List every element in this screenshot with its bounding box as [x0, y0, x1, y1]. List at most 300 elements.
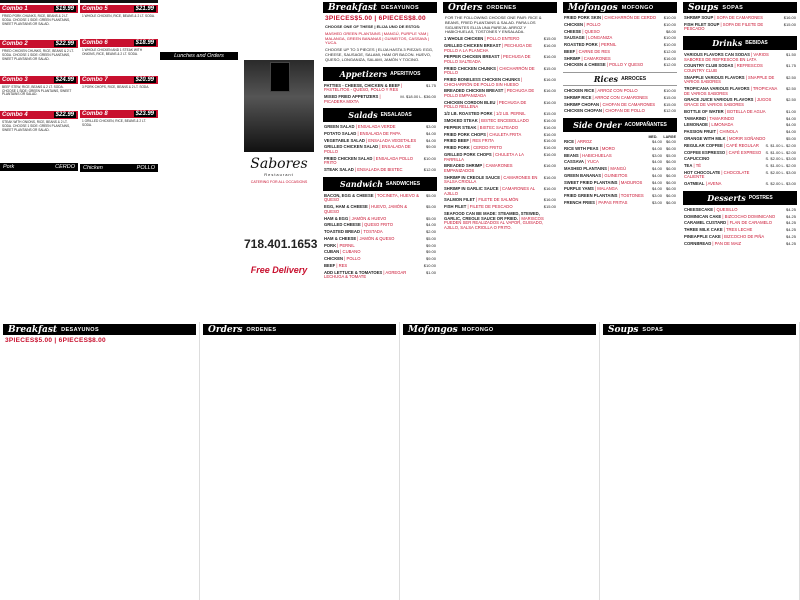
menu-item-name: POTATO SALAD | ENSALADA DE PAPA: [324, 130, 401, 136]
breakfast-note-3: CHOOSE UP TO 3 PIECES | ELIJA HASTA 3 PIEZAS: EGG, CHEESE, SAUSAGE, SALAMI, HAM OR BACON. HUEVO, QUESO, LONGANIZA, SALAMI, JAMÓN Y TOCINO.: [325, 47, 434, 62]
menu-item: [680, 157, 800, 162]
menu-item: [320, 230, 440, 235]
menu-item-name: 1/2 LB. ROASTED PORK | 1/2 LB. PERNIL: [444, 111, 526, 117]
menu-item: [680, 117, 800, 122]
lunch-panel: [160, 0, 238, 322]
menu-item-name: COUNTRY CLUB SODAS | REFRESCOS COUNTRY CLUB: [684, 63, 763, 73]
menu-item-price: $10.00: [663, 42, 676, 48]
menu-item-price: $9.00: [425, 249, 436, 255]
menu-item-name: CARAMEL CUSTARD | FLAN DE CARAMELO: [684, 220, 772, 226]
menu-item: [440, 67, 560, 76]
menu-item-price: $5.00: [425, 235, 436, 241]
menu-item-name: BREADED CHICKEN BREAST | PECHUGA DE POLLO EMPANIZADA: [444, 88, 535, 99]
price-med: $4.00: [651, 145, 662, 151]
menu-item-price: $4.25: [785, 233, 796, 239]
price-large: $5.00: [665, 152, 676, 158]
orders-panel: [440, 0, 560, 322]
combo-2-header: Combo 2 $22.99: [0, 40, 78, 48]
menu-item: [440, 164, 560, 173]
combo-4-text: STEAK WITH ONIONS, RICE, BEANS & 2 LT. SODA. CHOOSE 1 SIDE: GREEN PLANTAINS, SWEET PLANTAINS OR SALAD.: [2, 120, 70, 132]
menu-item: [560, 147, 680, 152]
menu-item-name: FRIED PORK CHOPS | CHULETA FRITA: [444, 131, 522, 137]
menu-item: [560, 187, 680, 192]
combo-2-text: FRIED CHICKEN CHUNKS, RICE, BEANS & 2 LT. SODA. CHOOSE 1 SIDE: GREEN PLANTAINS, SWEET PLANTAINS OR SALAD.: [2, 49, 74, 61]
soups-list: [680, 16, 800, 32]
menu-item-name: ROASTED PORK | PERNIL: [564, 42, 617, 48]
menu-item: [560, 96, 680, 101]
combo-3-text: BEEF STEW, RICE, BEANS & 2 LT. SODA. CHOOSE 1 SIDE: GREEN PLANTAINS, SWEET PLANTAINS OR SALAD.: [2, 84, 72, 97]
menu-item-price: $1.50: [785, 51, 796, 57]
menu-item-name: FRIED CHICKEN CHUNKS | CHICHARRÓN DE POLLO: [444, 65, 535, 76]
menu-item-name: SHRIMP CHOFAN | CHOFAN DE CAMARONES: [564, 101, 656, 107]
menu-item: [440, 37, 560, 42]
menu-item-price: $5.00: [425, 204, 436, 210]
menu-item-name: CHICKEN CHOFAN | CHOFAN DE POLLO: [564, 108, 645, 114]
menu-item-name: SALMON FILET | FILETE DE SALMÓN: [444, 197, 519, 203]
menu-item-price: $16.00: [543, 118, 556, 123]
menu-item-price: $4.00: [785, 115, 796, 121]
top-strip: [0, 0, 78, 3]
menu-item-name: SHRIMP | CAMARONES: [564, 55, 611, 61]
menu-item: [440, 139, 560, 144]
menu-item-name: MASHED PLANTAINS | MANGÚ: [564, 166, 626, 172]
phone-number: 718.401.1653: [244, 237, 318, 251]
menu-item-name: PURPLE YAMS | MALANGA: [564, 186, 618, 192]
menu-item-name: ADD LETTUCE & TOMATOES | AGREGAR LECHUGA & TOMATE: [324, 269, 407, 280]
menu-item-name: FRIED CHICKEN SALAD | ENSALADA POLLO FRITO: [324, 155, 414, 166]
rices-list: [560, 89, 680, 114]
menu-item: [680, 235, 800, 240]
price-med: $3.00: [651, 193, 662, 199]
orders-list: [440, 37, 560, 230]
menu-item-name: SHRIMP IN CREOLE SAUCE | CAMARONES EN SALSA CRIOLLA: [444, 174, 538, 185]
price-med: $3.00: [651, 152, 662, 158]
combo-4-header: Combo 4 $22.99: [0, 111, 78, 119]
menu-item-price: $16.00: [543, 186, 556, 192]
menu-item-price: S. $2.00 L. $3.00: [765, 181, 796, 187]
menu-item-price: $16.00: [543, 54, 556, 60]
menu-item-name: BACON, EGG & CHEESE | TOCINETA, HUEVO & QUESO: [324, 192, 419, 203]
menu-item-name: FRENCH FRIES | PAPAS FRITAS: [564, 200, 628, 206]
menu-item-price: $9.00: [425, 242, 436, 248]
menu-item: [680, 137, 800, 142]
menu-item-name: BEEF | RES: [324, 263, 348, 269]
storefront-photo: [244, 60, 314, 152]
combo-1-header: Combo 1 $19.99: [0, 5, 78, 13]
menu-item: [440, 205, 560, 210]
menu-item-price: $16.00: [543, 42, 556, 48]
menu-item-name: GRILLED PORK CHOPS | CHULETA A LA PARRILLA: [444, 151, 524, 162]
menu-item: [680, 130, 800, 135]
soups-panel: [680, 0, 800, 322]
menu-item-name: PATTIES - CHEESE, CHICKEN & BEEF | PASTELITOS - QUESO, POLLO Y RES: [324, 82, 403, 93]
combo-6-header: Combo 6 $18.99: [80, 39, 158, 47]
breakfast-header-repeat: Breakfast DESAYUNOS: [3, 324, 196, 335]
menu-item-name: FISH FILET | FILETE DE PESCADO: [444, 204, 513, 210]
menu-item-price: $2.50: [785, 86, 796, 92]
logo-sub: Restaurant: [264, 172, 294, 177]
combo-7-text: 3 PORK CHOPS, RICE, BEANS & 2 LT. SODA.: [82, 85, 150, 90]
price-med: $4.00: [651, 179, 662, 185]
menu-item-price: S. $1.00 L. $2.00: [765, 149, 796, 155]
appetizers-list: [320, 84, 440, 105]
menu-item-price: $16.00: [543, 145, 556, 151]
price-large: $6.00: [665, 200, 676, 206]
menu-item: [440, 55, 560, 64]
menu-item-name: VEGETABLE SALAD | ENSALADA VEGETALES: [324, 137, 417, 143]
combo-5-header: Combo 5 $21.99: [80, 5, 158, 13]
menu-item-price: $16.00: [543, 88, 556, 94]
menu-item: [560, 201, 680, 206]
menu-item: [440, 153, 560, 162]
breakfast-promo: 3PIECES$5.00 | 6PIECES$8.00: [325, 15, 426, 22]
menu-item-name: VARIOUS FLAVORS CAN SODAS | VARIOS SABORES DE REFRESCOS EN LATA: [684, 51, 769, 62]
menu-item-name: 1 WHOLE CHICKEN | POLLO ENTERO: [444, 36, 520, 42]
price-large: $6.00: [665, 179, 676, 185]
bottom-page-3: [400, 322, 600, 600]
menu-item: [560, 89, 680, 94]
menu-item-price: $4.00: [425, 222, 436, 228]
menu-item-name: PEPPER STEAK | BISTEC SALTEADO: [444, 124, 519, 130]
menu-item: [440, 78, 560, 87]
menu-item: [320, 157, 440, 166]
menu-item: [680, 242, 800, 247]
menu-item-name: FRIED PORK | CERDO FRITO: [444, 145, 503, 151]
menu-item-name: GRACE JUICE VARIOUS FLAVORS | JUGOS GRACE DE VARIOS SABORES: [684, 97, 772, 108]
menu-item-price: $12.00: [423, 167, 436, 173]
menu-item: [320, 168, 440, 173]
menu-item-name: BOTTLE OF WATER | BOTELLA DE AGUA: [684, 108, 766, 114]
menu-item: [560, 160, 680, 165]
price-large: $6.00: [665, 145, 676, 151]
menu-item-price: $16.00: [543, 138, 556, 144]
salads-list: [320, 125, 440, 173]
menu-item: [680, 228, 800, 233]
menu-item-price: $4.25: [785, 220, 796, 226]
menu-item: [680, 215, 800, 220]
menu-item-price: $16.00: [543, 174, 556, 180]
menu-item-name: PASSION FRUIT | CHINOLA: [684, 129, 739, 135]
menu-item-price: S. $1.00 L. $2.00: [765, 142, 796, 148]
menu-item-name: COFFEE ESPRESSO | CAFÉ EXPRESO: [684, 149, 762, 155]
pork-header: Pork CERDO: [0, 163, 78, 171]
menu-item: [440, 101, 560, 110]
orders-header-repeat: Orders ORDENES: [203, 324, 396, 335]
orders-header: Orders ORDENES: [443, 2, 557, 13]
menu-item-name: RICE | ARROZ: [564, 139, 592, 144]
sides-col-header: MED. LARGE: [648, 135, 676, 139]
menu-item: [560, 30, 680, 35]
menu-item-price: $1.75: [425, 82, 436, 88]
menu-item-price: $12.00: [663, 108, 676, 114]
menu-item-price: $16.00: [543, 151, 556, 157]
menu-item: [680, 221, 800, 226]
menu-item: [320, 271, 440, 280]
price-large: $6.00: [665, 166, 676, 172]
menu-item: [560, 167, 680, 172]
menu-item-name: TAMARIND | TAMARINDO: [684, 115, 735, 121]
menu-item-name: BREADED SHRIMP | CAMARONES EMPANIZADOS: [444, 163, 513, 173]
breakfast-note-1: CHOOSE ONE OF THESE | ELIJA UNO DE ESTOS:: [325, 24, 421, 29]
menu-item-price: $10.00: [663, 15, 676, 20]
breakfast-panel: [320, 0, 440, 322]
bottom-page-2: [200, 322, 400, 600]
menu-item-price: $16.00: [543, 99, 556, 105]
menu-item-name: GRILLED CHEESE | QUESO FRITO: [324, 222, 393, 228]
lunch-title: Lunches and Orders: [160, 52, 238, 60]
menu-item-price: $4.00: [425, 130, 436, 136]
menu-item-price: M. $18.00 L. $36.00: [400, 93, 436, 99]
menu-item-name: FRIED GREEN PLANTAINS | TOSTONES: [564, 193, 644, 199]
menu-item: [560, 140, 680, 145]
catering-line: CATERING FOR ALL OCCASIONS: [250, 180, 308, 184]
menu-item: [680, 16, 800, 21]
menu-item: [560, 103, 680, 108]
menu-item-price: $1.00: [425, 269, 436, 275]
menu-item: [680, 171, 800, 180]
menu-item-price: $10.00: [423, 263, 436, 269]
menu-item: [680, 151, 800, 156]
mofongos-list: [560, 16, 680, 68]
price-large: $6.00: [665, 193, 676, 199]
price-med: $4.00: [651, 139, 662, 144]
breakfast-promo-repeat: 3PIECES$5.00 | 6PIECES$8.00: [5, 337, 106, 344]
menu-item: [440, 187, 560, 196]
menu-item: [560, 174, 680, 179]
combo-8-text: 1 GRILLED CHICKEN, RICE, BEANS & 2 LT. SODA.: [82, 119, 147, 127]
menu-item-price: $16.00: [543, 163, 556, 169]
menu-item: [560, 43, 680, 48]
menu-item: [680, 76, 800, 85]
menu-item-name: FRIED BONELESS CHICKEN CHUNKS | CHICHARRÓN DE POLLO SIN HUESO: [444, 77, 523, 87]
menu-item-price: $1.75: [785, 63, 796, 69]
menu-item-name: CHEESE | QUESO: [564, 28, 600, 34]
menu-item-name: CAPUCCINO: [684, 156, 710, 162]
menu-item: [560, 181, 680, 186]
menu-item: [320, 145, 440, 154]
menu-item-price: $16.00: [543, 131, 556, 137]
price-large: $6.00: [665, 186, 676, 192]
menu-item-name: DOMINICAN CAKE | BIZCOCHO DOMINICANO: [684, 213, 776, 219]
menu-item-name: SNAPPLE VARIOUS FLAVORS | SNAPPLE DE VARIOS SABORES: [684, 74, 775, 85]
menu-item: [440, 119, 560, 124]
menu-item-price: $4.25: [785, 206, 796, 212]
free-delivery: Free Delivery: [250, 265, 308, 275]
combos-panel-left: [0, 0, 78, 322]
menu-item-price: S. $2.00 L. $3.00: [765, 156, 796, 162]
menu-item-name: SWEET FRIED PLANTAINS | MADUROS: [564, 179, 643, 185]
menu-item-name: CHICKEN | POLLO: [564, 21, 601, 27]
menu-item-name: OATMEAL | AVENA: [684, 181, 722, 187]
combos-panel-right: [80, 0, 158, 322]
price-large: $6.00: [665, 159, 676, 165]
menu-item-name: MIXED FRIED APPETIZERS | PICADERA MIXTA: [324, 93, 381, 104]
breakfast-note-2: MASHED GREEN PLANTAINS | MANGÚ, PURPLE YAM | MALANGA, GREEN BANANAS | GUINEITOS, CASSAVA | YUCA.: [325, 30, 429, 46]
menu-item: [680, 144, 800, 149]
menu-item-name: PEPPER CHICKEN BREAST | PECHUGA DE POLLO SALTEADA: [444, 54, 531, 64]
sides-list: [560, 140, 680, 206]
menu-item-name: TOASTED BREAD | TOSTADA: [324, 229, 383, 235]
menu-item-price: $10.00: [663, 88, 676, 94]
menu-item-name: HOT CHOCOLATE | CHOCOLATE CALIENTE: [684, 169, 750, 180]
menu-item-price: $9.00: [425, 256, 436, 262]
menu-item: [320, 84, 440, 93]
combo-1-text: FRIED PORK CHUNKS, RICE, BEANS & 2 LT. SODA. CHOOSE 1 SIDE: GREEN PLANTAINS, SWEET PLANTAINS OR SALAD.: [2, 14, 70, 26]
menu-item-price: S. $2.00 L. $3.00: [765, 169, 796, 175]
menu-item-name: SMOKED STEAK | BISTEC ENCEBOLLADO: [444, 118, 529, 123]
menu-item-price: $2.00: [425, 229, 436, 235]
menu-item-name: SHRIMP SOUP | SOPA DE CAMARONES: [684, 15, 763, 20]
price-med: $4.00: [651, 159, 662, 165]
combo-6-text: 1 WHOLE CHICKEN AND 1 STEAK WITH ONIONS, RICE, BEANS & 2 LT. SODA.: [82, 47, 143, 56]
menu-item-price: $12.00: [663, 48, 676, 54]
menu-item: [320, 125, 440, 130]
menu-item: [680, 182, 800, 187]
menu-item-price: $16.00: [543, 197, 556, 203]
price-med: $3.00: [651, 200, 662, 206]
bottom-page-1: [0, 322, 200, 600]
menu-item-name: BEANS | HABICHUELAS: [564, 152, 612, 158]
menu-item: [560, 36, 680, 41]
cover-panel: [240, 0, 318, 322]
menu-item: [680, 208, 800, 213]
menu-item-price: $5.00: [425, 192, 436, 198]
menu-item-name: LEMONADE | LIMONADA: [684, 122, 734, 128]
menu-item-price: $15.00: [543, 36, 556, 42]
menu-item-name: SEAFOOD CAN BE MADE: STEAMED, STEWED, GARLIC, CREOLE SAUCE OR FRIED. | MARISCOS PUEDEN SER REALIZADOS AL VAPOR, GUISADO, AJILLO, SALSA CRIOLLA O FRITO.: [444, 210, 544, 230]
menu-item: [440, 44, 560, 53]
menu-item: [320, 244, 440, 249]
menu-item-price: $10.00: [423, 155, 436, 161]
combo-5-text: 1 WHOLE CHICKEN, RICE, BEANS & 2 LT. SODA.: [82, 14, 155, 18]
appetizers-header: Appetizers APERITIVOS: [323, 67, 437, 81]
menu-item-name: GREEN SALAD | ENSALADA VERDE: [324, 124, 396, 130]
menu-item: [320, 132, 440, 137]
menu-item-name: CASSAVA | YUCA: [564, 159, 599, 165]
menu-item-price: $1.00: [785, 108, 796, 114]
menu-item: [560, 23, 680, 28]
menu-item-price: $9.00: [425, 144, 436, 150]
menu-item: [440, 212, 560, 230]
menu-item-name: REGULAR COFFEE | CAFÉ REGULAR: [684, 142, 759, 148]
menu-sheet-bottom: [0, 322, 800, 600]
menu-item-price: $2.50: [785, 74, 796, 80]
rices-header: Rices ARROCES: [563, 72, 677, 86]
price-med: $4.00: [651, 166, 662, 172]
menu-item: [560, 109, 680, 114]
desserts-list: [680, 208, 800, 247]
menu-item-price: S. $1.00 L. $2.00: [765, 163, 796, 169]
menu-item-name: ORANGE WITH MILK | MORIR SOÑANDO: [684, 135, 766, 141]
menu-item: [320, 257, 440, 262]
menu-item: [680, 164, 800, 169]
menu-item: [560, 57, 680, 62]
menu-item-price: $8.00: [665, 28, 676, 34]
menu-item-name: CHEESECAKE | QUESILLO: [684, 206, 738, 212]
menu-item-price: $5.00: [425, 215, 436, 221]
combo-3-header: Combo 3 $24.99: [0, 76, 78, 84]
menu-item: [320, 95, 440, 104]
soups-header-repeat: Soups SOPAS: [603, 324, 796, 335]
breakfast-header: Breakfast DESAYUNOS: [323, 2, 437, 13]
menu-item-price: $12.00: [663, 62, 676, 68]
menu-item-name: EGG, HAM & CHEESE | HUEVO, JAMÓN & QUESO: [324, 204, 407, 214]
menu-item-name: FRIED PORK SKIN | CHICHARRÓN DE CERDO: [564, 15, 657, 20]
combo-7-header: Combo 7 $20.99: [80, 76, 158, 84]
menu-item-name: SHRIMP RICE | ARROZ CON CAMARONES: [564, 94, 648, 100]
menu-item: [320, 139, 440, 144]
salads-header: Salads ENSALADAS: [323, 108, 437, 122]
menu-item-name: STEAK SALAD | ENSALADA DE BISTEC: [324, 167, 403, 173]
menu-item-price: $4.00: [425, 137, 436, 143]
menu-item-name: SAUSAGE | LONGANIZA: [564, 35, 613, 41]
storefront-sign: [270, 62, 290, 92]
bottom-page-4: [600, 322, 800, 600]
drinks-list: [680, 53, 800, 187]
sandwich-list: [320, 194, 440, 280]
menu-item: [440, 198, 560, 203]
menu-item-name: TEA | TÉ: [684, 163, 702, 169]
drinks-header: Drinks BEBIDAS: [683, 36, 797, 50]
menu-item: [440, 112, 560, 117]
price-large: $6.00: [665, 172, 676, 178]
menu-item-price: $15.00: [543, 111, 556, 117]
menu-item-price: $16.00: [543, 77, 556, 83]
menu-item: [440, 133, 560, 138]
menu-item-price: $4.00: [785, 129, 796, 135]
menu-item-price: $4.25: [785, 240, 796, 246]
menu-item-price: $16.00: [543, 124, 556, 130]
sides-header: Side Order ACOMPAÑANTES: [563, 118, 677, 132]
menu-item-price: $3.00: [425, 124, 436, 130]
menu-item-price: $4.00: [785, 122, 796, 128]
menu-item-name: THREE MILK CAKE | TRES LECHE: [684, 227, 753, 233]
menu-item-name: HAM & EGG | JAMÓN & HUEVO: [324, 215, 387, 221]
menu-item: [680, 87, 800, 96]
menu-item-price: $5.00: [785, 135, 796, 141]
menu-item-name: CHICKEN CORDON BLEU | PECHUGA DE POLLO RELLENA: [444, 99, 527, 110]
menu-item: [560, 16, 680, 21]
menu-item: [320, 205, 440, 214]
menu-item-name: TROPICANA VARIOUS FLAVORS | TROPICANA DE VARIOS SABORES: [684, 86, 778, 96]
menu-item-price: $16.00: [783, 15, 796, 20]
menu-item-price: $15.00: [663, 94, 676, 100]
menu-item-name: GRILLED CHICKEN BREAST | PECHUGA DE POLLO A LA PLANCHA: [444, 42, 532, 53]
menu-item-name: GREEN BANANAS | GUINEITOS: [564, 172, 628, 178]
menu-item-name: PORK | PERNIL: [324, 242, 355, 248]
sandwich-header: Sandwich SANDWICHES: [323, 177, 437, 191]
menu-item-name: CHICKEN RICE | ARROZ CON POLLO: [564, 88, 638, 94]
menu-item: [680, 98, 800, 107]
menu-item: [680, 123, 800, 128]
menu-item-price: $15.00: [783, 21, 796, 27]
price-med: $4.00: [651, 186, 662, 192]
mofongos-header: Mofongos MOFONGO: [563, 2, 677, 13]
menu-item: [320, 194, 440, 203]
soups-header: Soups SOPAS: [683, 2, 797, 13]
price-large: $6.00: [665, 139, 676, 144]
menu-item: [680, 64, 800, 73]
menu-item-price: $16.00: [663, 55, 676, 61]
chicken-header: Chicken POLLO: [80, 164, 158, 172]
menu-item: [320, 250, 440, 255]
menu-item-price: $15.00: [663, 101, 676, 107]
desserts-header: Desserts POSTRES: [683, 191, 797, 205]
menu-item: [560, 194, 680, 199]
menu-item-price: $10.00: [663, 21, 676, 27]
menu-item-name: SHRIMP IN GARLIC SAUCE | CAMARONES AL AJILLO: [444, 186, 535, 196]
menu-item: [560, 154, 680, 159]
